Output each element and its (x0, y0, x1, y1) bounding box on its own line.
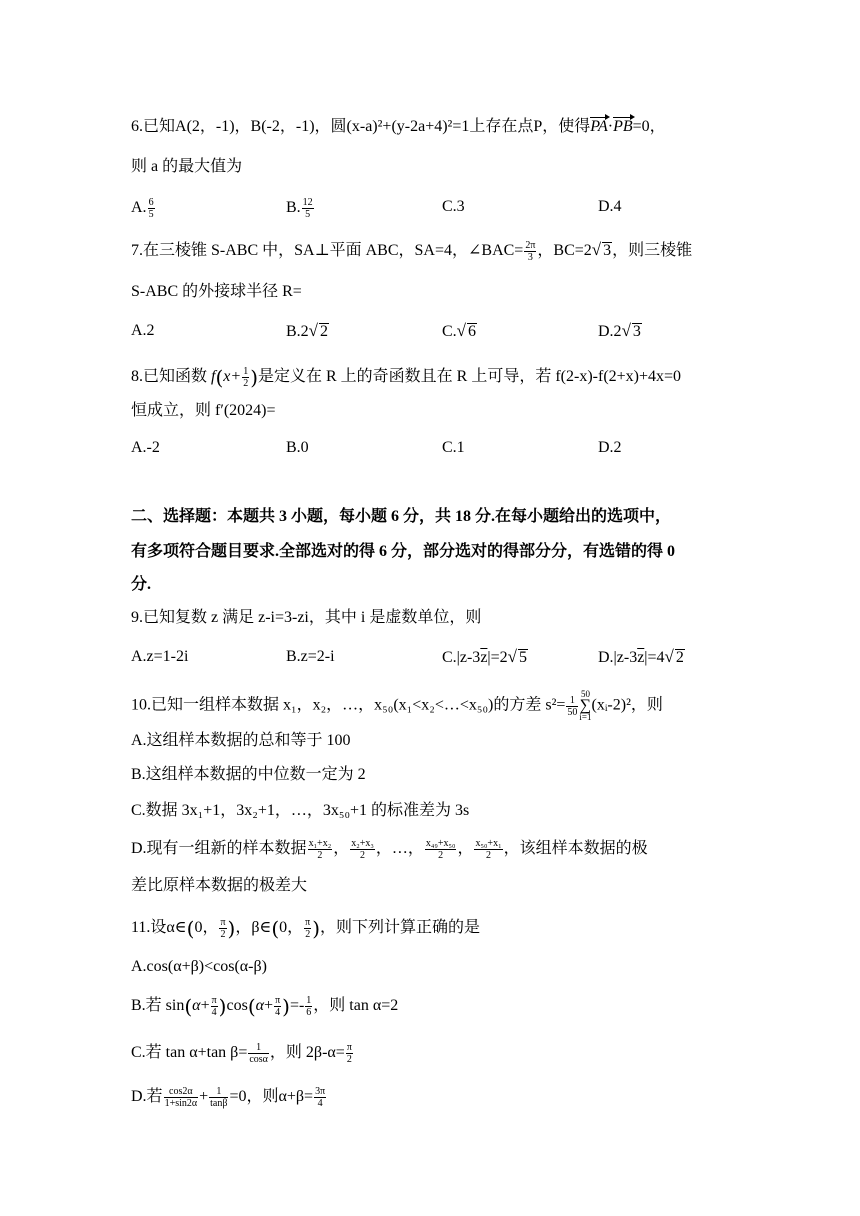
q8-option-b: B.0 (286, 439, 309, 456)
q7-option-d: D.2√ 3 (598, 321, 641, 340)
q7-option-a: A.2 (131, 322, 155, 339)
q10-option-d: D.现有一组新的样本数据 $\frac{\text{x₁+x₂}}{2}$ ， $\frac{\text{x₂+x₃}}{2}$ ，…， $\frac{\text{x₄₉+x₅₀}}{2}$ ， $\frac{\text{x₅₀+x₁}}{2}$ ，该组样本数据的极 (131, 838, 648, 861)
q9-line1: 9.已知复数 z 满足 z-i=3-zi，其中 i 是虚数单位，则 (131, 609, 482, 626)
vector-pb: PB (613, 118, 633, 135)
q8-line2: 恒成立，则 f′(2024)= (131, 402, 276, 419)
q8-option-c: C.1 (442, 439, 465, 456)
q10-option-a: A.这组样本数据的总和等于 100 (131, 732, 351, 749)
q9-option-a: A.z=1-2i (131, 648, 189, 665)
q11-option-c: C.若 tan α+tan β= $\frac{1}{\cos\alpha}$ ，则 2β-α= $\frac{\pi}{2}$ (131, 1042, 352, 1065)
q10-line1: 10.已知一组样本数据 x₁，x₂，…，x₅₀(x₁<x₂<…<x₅₀)的方差 s²= $\frac{1}{50}$ 50 ∑ i=1(xᵢ-2)²，则 (131, 689, 663, 722)
q6-text-c: =0， (632, 118, 666, 135)
q6-option-c: C.3 (442, 198, 465, 215)
q6-option-a: A. $\frac{6}{5}$ (131, 197, 154, 220)
section2-line1: 二、选择题：本题共 3 小题，每小题 6 分，共 18 分.在每小题给出的选项中， (131, 508, 672, 525)
section2-line3: 分. (131, 576, 152, 593)
q6-line1: 6.已知A(2，-1)，B(-2，-1)，圆(x-a)²+(y-2a+4)²=1上存在点P，使得PA·PB=0， (131, 118, 666, 135)
q11-option-a: A.cos(α+β)<cos(α-β) (131, 958, 267, 975)
q9-option-d: $D.|z-3\overline{z}|=4√$ 2 (598, 647, 684, 666)
fraction: $\frac{12}{5}$ (302, 197, 313, 220)
q10-option-d-line2: 差比原样本数据的极差大 (131, 877, 308, 894)
fraction: $\frac{6}{5}$ (148, 197, 154, 220)
q10-option-c: C.数据 3x₁+1，3x₂+1，…，3x₅₀+1 的标准差为 3s (131, 802, 470, 819)
q9-option-c: $C.|z-3\overline{z}|=2√$ 5 (442, 647, 527, 666)
angle-fraction: $\frac{2\pi}{3}$ (525, 240, 536, 263)
q7-option-c: C.√ 6 (442, 321, 477, 340)
q11-line1: 11.设α∈(0， $\frac{\pi}{2}$ )，β∈(0， $\frac{\pi}{2}$ )，则下列计算正确的是 (131, 916, 481, 941)
q7-line2: S-ABC 的外接球半径 R= (131, 283, 302, 300)
q8-option-d: D.2 (598, 439, 622, 456)
q9-option-b: B.z=2-i (286, 648, 335, 665)
q7-option-b: B.2√ 2 (286, 321, 329, 340)
q6-text-a: 6.已知 (131, 118, 176, 135)
q8-line1: 8.已知函数 f(x+ $\frac{1}{2}$ )是定义在 R 上的奇函数且在 R 上可导，若 f(2-x)-f(2+x)+4x=0 (131, 365, 682, 390)
q11-option-b: B.若 sin(α+ $\frac{\pi}{4}$ )cos(α+ $\frac{\pi}{4}$ )=- $\frac{1}{6}$ ，则 tan α=2 (131, 994, 399, 1019)
vector-pa: PA (590, 118, 608, 135)
section2-line2: 有多项符合题目要求.全部选对的得 6 分，部分选对的得部分分，有选错的得 0 (131, 543, 676, 560)
q8-option-a: A.-2 (131, 439, 160, 456)
q6-option-b: B. $\frac{12}{5}$ (286, 197, 313, 220)
q11-option-d: D.若 $\frac{\cos 2\alpha}{1+\sin 2\alpha}$ + $\frac{1}{\tan\beta}$ =0，则α+β= $\frac{3\pi}{4}$ (131, 1086, 326, 1109)
q7-line1: 7.在三棱锥 S-ABC 中，SA⊥平面 ABC，SA=4，∠BAC= $\frac{2\pi}{3}$ ，BC=2√ 3，则三棱锥 (131, 240, 693, 263)
q6-text-b: A(2，-1)，B(-2，-1)，圆(x-a)²+(y-2a+4)²=1上存在点P，使得 (175, 118, 591, 135)
q6-line2: 则 a 的最大值为 (131, 158, 243, 175)
q10-option-b: B.这组样本数据的中位数一定为 2 (131, 766, 366, 783)
sqrt: 3 (603, 242, 612, 260)
summation: 50 ∑ i=1 (579, 689, 592, 722)
q6-option-d: D.4 (598, 198, 622, 215)
